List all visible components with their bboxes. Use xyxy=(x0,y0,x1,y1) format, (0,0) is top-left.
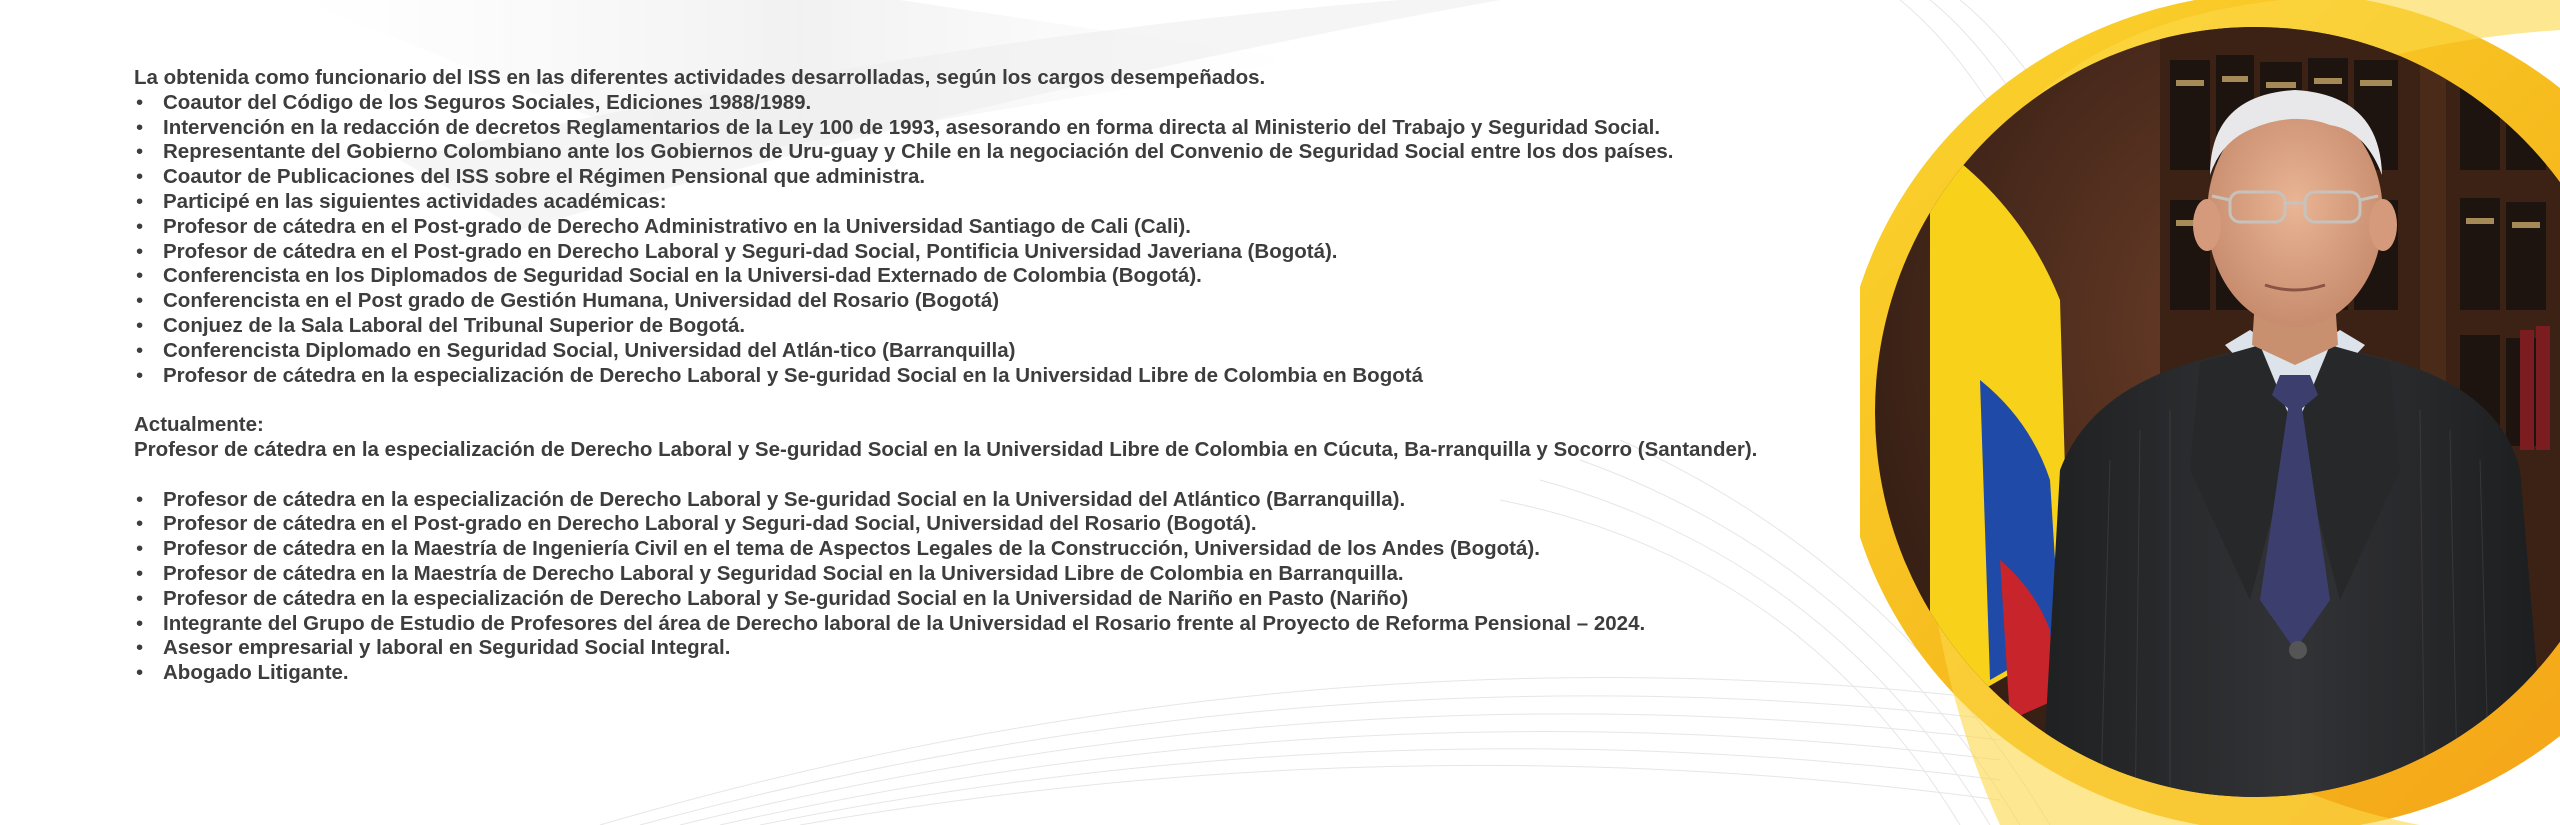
list-item: • Abogado Litigante. xyxy=(134,661,1814,686)
list-item: • Profesor de cátedra en la especialización de Derecho Laboral y Se-guridad Social en la Universidad Libre de Colombia en Bogotá xyxy=(134,364,1814,389)
list-item: • Conjuez de la Sala Laboral del Tribunal Superior de Bogotá. xyxy=(134,314,1814,339)
list-item: • Representante del Gobierno Colombiano ante los Gobiernos de Uru-guay y Chile en la negociación del Convenio de Seguridad Social entre los dos países. xyxy=(134,140,1814,165)
list-item: • Profesor de cátedra en la especialización de Derecho Laboral y Se-guridad Social en la Universidad del Atlántico (Barranquilla). xyxy=(134,488,1814,513)
list-item: • Integrante del Grupo de Estudio de Profesores del área de Derecho laboral de la Universidad el Rosario frente al Proyecto de Reforma Pensional – 2024. xyxy=(134,612,1814,637)
list-item: • Conferencista en el Post grado de Gestión Humana, Universidad del Rosario (Bogotá) xyxy=(134,289,1814,314)
list-item: • Conferencista Diplomado en Seguridad Social, Universidad del Atlán-tico (Barranquilla) xyxy=(134,339,1814,364)
portrait-frame xyxy=(1860,0,2560,825)
list-item: • Intervención en la redacción de decretos Reglamentarios de la Ley 100 de 1993, asesorando en forma directa al Ministerio del Trabajo y Seguridad Social. xyxy=(134,116,1814,141)
intro-text: La obtenida como funcionario del ISS en las diferentes actividades desarrolladas, según los cargos desempeñados. xyxy=(134,66,1266,89)
experience-list xyxy=(134,91,1814,389)
list-item: • Conferencista en los Diplomados de Seguridad Social en la Universi-dad Externado de Colombia (Bogotá). xyxy=(134,264,1814,289)
list-item: • Profesor de cátedra en la Maestría de Derecho Laboral y Seguridad Social en la Universidad Libre de Colombia en Barranquilla. xyxy=(134,562,1814,587)
list-item: • Profesor de cátedra en el Post-grado en Derecho Laboral y Seguri-dad Social, Pontificia Universidad Javeriana (Bogotá). xyxy=(134,240,1814,265)
list-item: • Profesor de cátedra en el Post-grado de Derecho Administrativo en la Universidad Santiago de Cali (Cali). xyxy=(134,215,1814,240)
actual-text: Profesor de cátedra en la especialización de Derecho Laboral y Se-guridad Social en la Universidad Libre de Colombia en Cúcuta, Ba-rranquilla y Socorro (Santander). xyxy=(134,437,1758,461)
current-list xyxy=(134,488,1814,686)
list-item: • Participé en las siguientes actividades académicas: xyxy=(134,190,1814,215)
list-item: • Coautor de Publicaciones del ISS sobre el Régimen Pensional que administra. xyxy=(134,165,1814,190)
cv-text xyxy=(134,66,1814,686)
list-item: • Profesor de cátedra en el Post-grado en Derecho Laboral y Seguri-dad Social, Universidad del Rosario (Bogotá). xyxy=(134,512,1814,537)
list-item: • Profesor de cátedra en la Maestría de Ingeniería Civil en el tema de Aspectos Legales de la Construcción, Universidad de los Andes (Bogotá). xyxy=(134,537,1814,562)
list-item: • Asesor empresarial y laboral en Seguridad Social Integral. xyxy=(134,636,1814,661)
list-item: • Profesor de cátedra en la especialización de Derecho Laboral y Se-guridad Social en la Universidad de Nariño en Pasto (Nariño) xyxy=(134,587,1814,612)
actual-heading: Actualmente: xyxy=(134,413,264,437)
list-item: • Coautor del Código de los Seguros Sociales, Ediciones 1988/1989. xyxy=(134,91,1814,116)
portrait-illustration xyxy=(1860,0,2560,825)
